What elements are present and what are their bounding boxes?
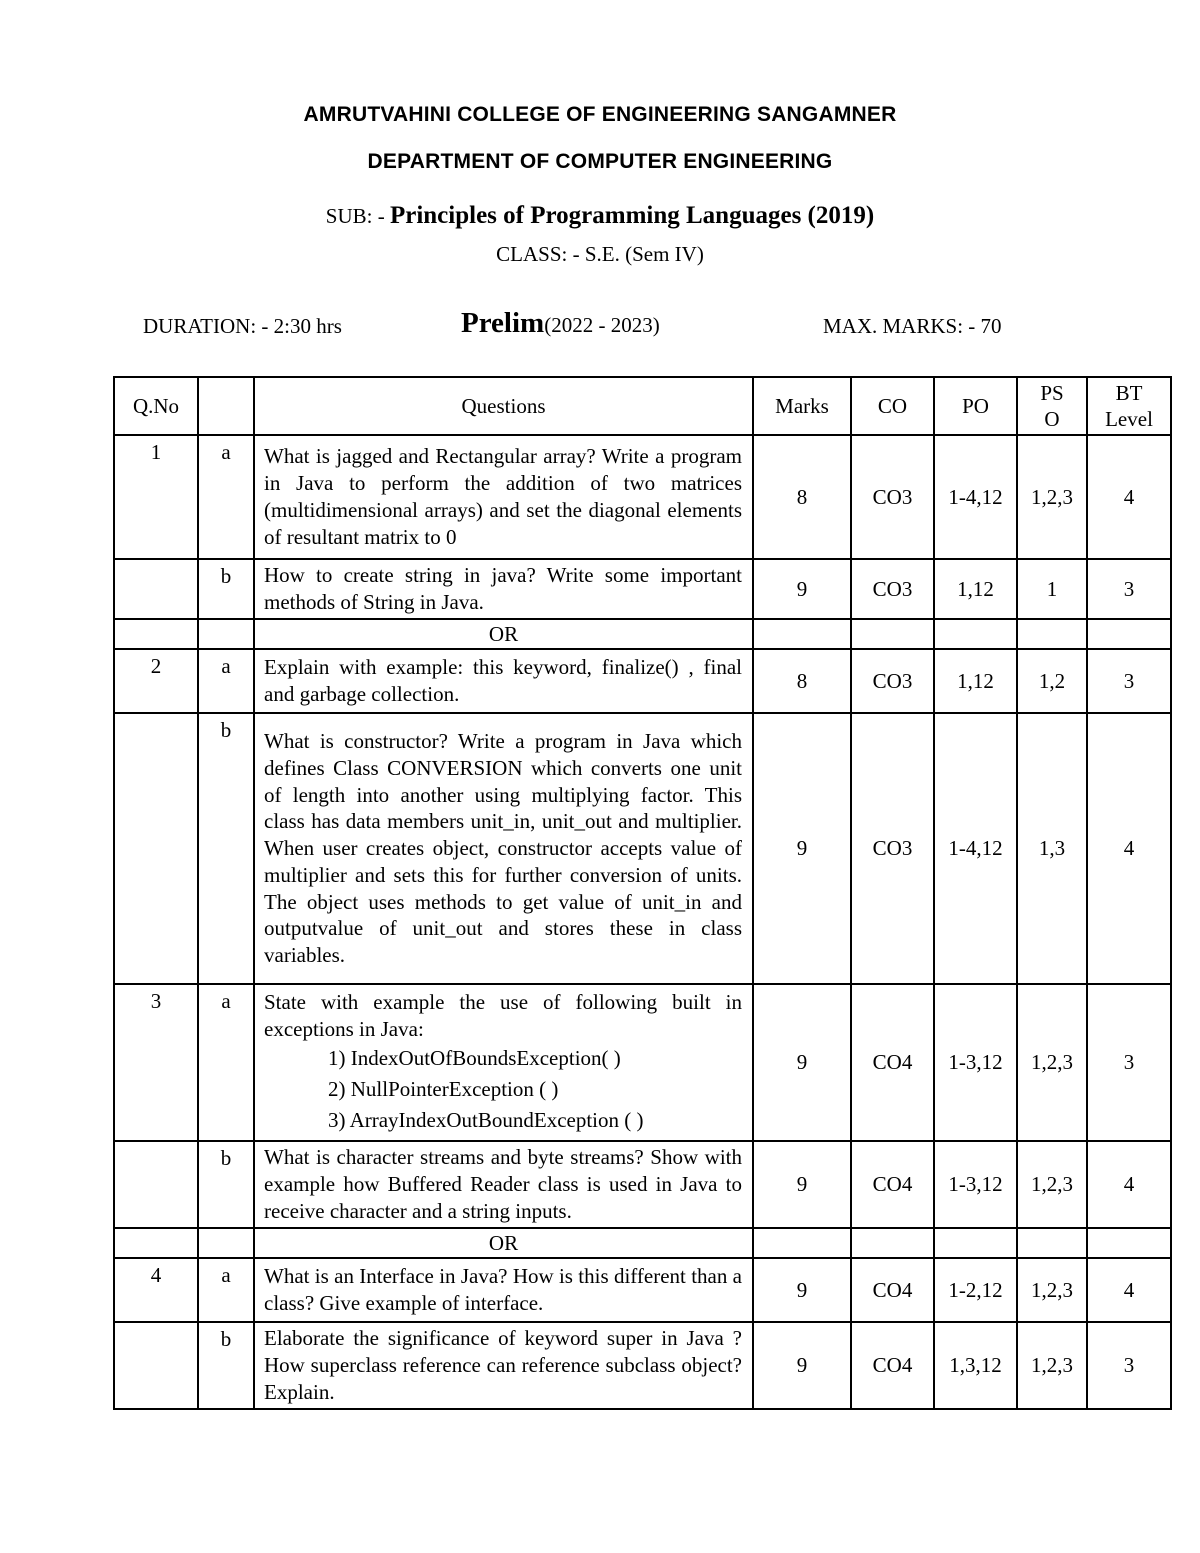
table-row [114,1141,1171,1228]
table-header-row [114,377,1171,435]
col-header-pso [1017,377,1087,435]
pso-cell: 1,2,3 [1017,435,1087,559]
po-cell: 1-4,12 [934,713,1017,984]
marks-cell: 9 [753,713,851,984]
question-text: What is an Interface in Java? How is this different than a class? Give example of interface. [254,1258,753,1322]
col-header-marks: Marks [753,377,851,435]
table-row [114,559,1171,619]
qno-cell [114,713,198,984]
sub-cell: a [198,649,254,713]
marks-cell: 9 [753,1141,851,1228]
question-text: How to create string in java? Write some important methods of String in Java. [254,559,753,619]
bt-cell: 4 [1087,435,1171,559]
pso-line1: PS [1040,381,1064,405]
po-cell: 1-3,12 [934,984,1017,1141]
or-label: OR [254,619,753,649]
marks-cell: 9 [753,559,851,619]
qno-cell: 2 [114,649,198,713]
qno-cell [114,559,198,619]
qno-cell: 3 [114,984,198,1141]
pso-cell: 1,2,3 [1017,1141,1087,1228]
qno-cell [114,1322,198,1409]
po-cell: 1,12 [934,559,1017,619]
co-cell: CO3 [851,713,934,984]
list-item: 2) NullPointerException ( ) [328,1077,559,1101]
marks-cell: 9 [753,1322,851,1409]
question-table [113,376,1172,1410]
col-header-po: PO [934,377,1017,435]
bt-cell: 4 [1087,713,1171,984]
question-text: What is constructor? Write a program in Java which defines Class CONVERSION which converts one unit of length into another using multiplying factor. This class has data members unit_in, unit_out and multiplier. When user creates object, constructor accepts value of multiplier and sets this for further conversion of units. The object uses methods to get value of unit_in and outputvalue of unit_out and stores these in class variables. [254,713,753,984]
max-marks: MAX. MARKS: - 70 [823,314,1002,338]
pso-cell: 1 [1017,559,1087,619]
marks-cell: 8 [753,435,851,559]
class-line: CLASS: - S.E. (Sem IV) [496,242,704,266]
table-row [114,713,1171,984]
or-label: OR [254,1228,753,1258]
col-header-bt [1087,377,1171,435]
po-cell: 1-3,12 [934,1141,1017,1228]
sub-cell: a [198,1258,254,1322]
co-cell: CO3 [851,649,934,713]
department-name: DEPARTMENT OF COMPUTER ENGINEERING [367,150,833,173]
table-row [114,1322,1171,1409]
co-cell: CO3 [851,435,934,559]
bt-cell: 4 [1087,1141,1171,1228]
subject-name: Principles of Programming Languages (2019) [389,202,875,229]
pso-cell: 1,2 [1017,649,1087,713]
subject-prefix: SUB: - [325,204,390,228]
exam-name: Prelim [461,307,545,339]
exam-title [461,307,660,340]
or-row [114,619,1171,649]
sub-cell: a [198,435,254,559]
co-cell: CO4 [851,984,934,1141]
question-text: What is character streams and byte streams? Show with example how Buffered Reader class is used in Java to receive character and a string inputs. [254,1141,753,1228]
pso-cell: 1,3 [1017,713,1087,984]
duration: DURATION: - 2:30 hrs [143,314,342,338]
bt-cell: 4 [1087,1258,1171,1322]
bt-line2: Level [1105,407,1153,431]
co-cell: CO4 [851,1322,934,1409]
col-header-questions: Questions [254,377,753,435]
pso-cell: 1,2,3 [1017,984,1087,1141]
sub-cell: b [198,713,254,984]
sub-cell: b [198,1322,254,1409]
col-header-qno: Q.No [114,377,198,435]
marks-cell: 8 [753,649,851,713]
table-row [114,1258,1171,1322]
sub-cell: a [198,984,254,1141]
pso-line2: O [1044,407,1060,431]
question-text: Elaborate the significance of keyword super in Java ? How superclass reference can reference subclass object? Explain. [254,1322,753,1409]
sub-cell: b [198,559,254,619]
bt-cell: 3 [1087,1322,1171,1409]
co-cell: CO4 [851,1258,934,1322]
question-cell [254,984,753,1141]
co-cell: CO4 [851,1141,934,1228]
question-text: Explain with example: this keyword, finalize() , final and garbage collection. [254,649,753,713]
question-text: What is jagged and Rectangular array? Write a program in Java to perform the addition of two matrices (multidimensional arrays) and set the diagonal elements of resultant matrix to 0 [254,435,753,559]
po-cell: 1-2,12 [934,1258,1017,1322]
col-header-co: CO [851,377,934,435]
co-cell: CO3 [851,559,934,619]
question-text: State with example the use of following built in exceptions in Java: [264,990,742,1041]
table-row [114,649,1171,713]
col-header-sub [198,377,254,435]
bt-cell: 3 [1087,649,1171,713]
bt-cell: 3 [1087,984,1171,1141]
marks-cell: 9 [753,984,851,1141]
list-item: 1) IndexOutOfBoundsException( ) [328,1046,621,1070]
po-cell: 1,12 [934,649,1017,713]
bt-line1: BT [1115,381,1143,405]
pso-cell: 1,2,3 [1017,1258,1087,1322]
bt-cell: 3 [1087,559,1171,619]
qno-cell [114,1141,198,1228]
qno-cell: 1 [114,435,198,559]
marks-cell: 9 [753,1258,851,1322]
list-item: 3) ArrayIndexOutBoundException ( ) [328,1108,644,1132]
subject-line [0,202,1200,230]
or-row [114,1228,1171,1258]
po-cell: 1,3,12 [934,1322,1017,1409]
exam-year: (2022 - 2023) [544,313,660,337]
po-cell: 1-4,12 [934,435,1017,559]
table-row [114,435,1171,559]
sub-cell: b [198,1141,254,1228]
college-name: AMRUTVAHINI COLLEGE OF ENGINEERING SANGAMNER [303,103,897,126]
table-row [114,984,1171,1141]
qno-cell: 4 [114,1258,198,1322]
pso-cell: 1,2,3 [1017,1322,1087,1409]
